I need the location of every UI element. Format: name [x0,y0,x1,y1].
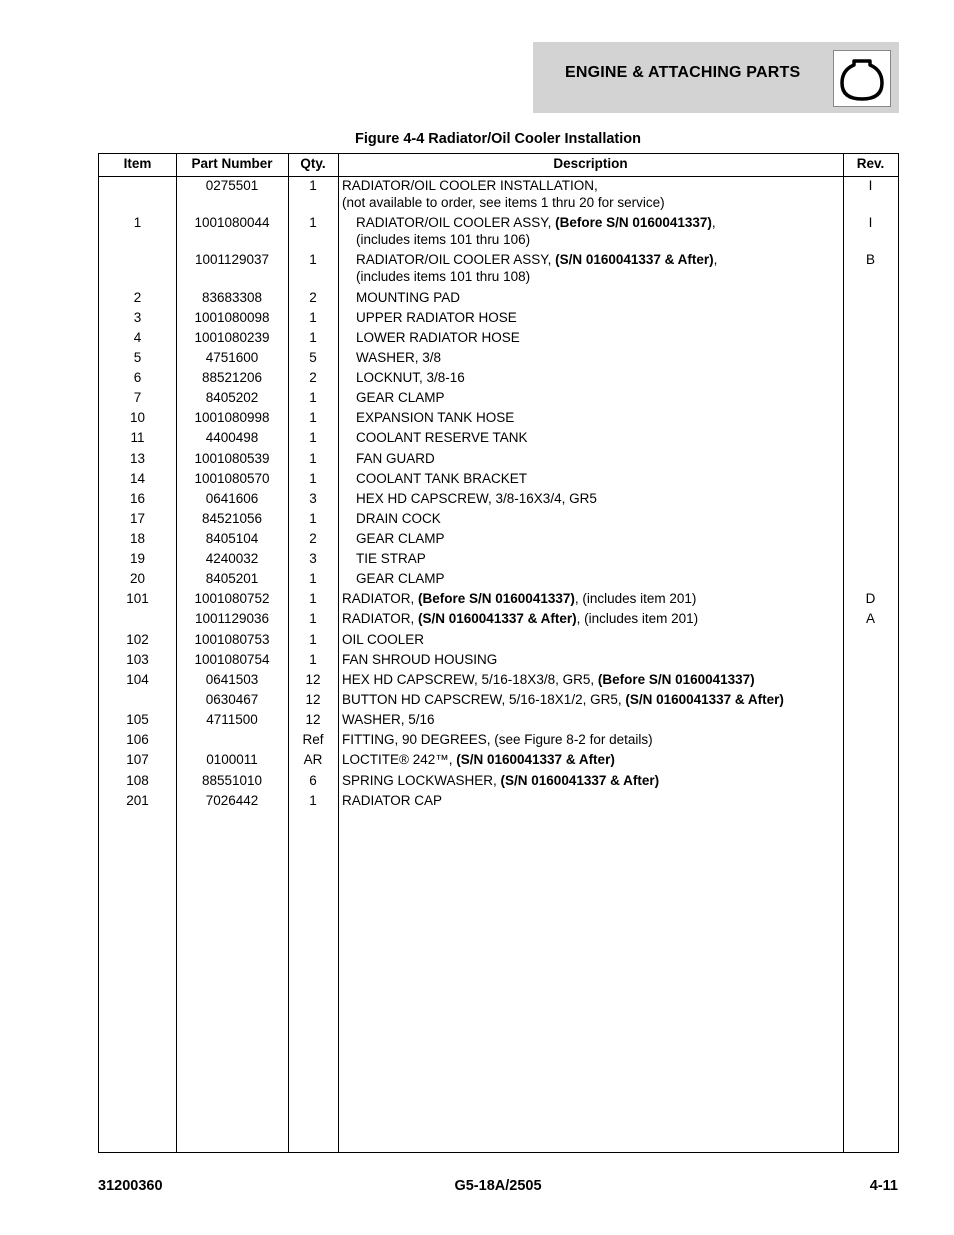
description [356,369,856,386]
description-text: LOWER RADIATOR HOSE [356,330,520,345]
description [356,329,856,346]
item-number: 20 [129,571,146,586]
description [342,731,842,748]
part-number: 83683308 [201,290,263,305]
quantity: 12 [305,672,321,687]
serial-range: (Before S/N 0160041337) [418,591,575,606]
part-number: 8405104 [205,531,259,546]
item-number: 107 [126,752,149,767]
description-note: (includes items 101 thru 106) [356,232,531,247]
description-text: GEAR CLAMP [356,390,445,405]
quantity: 1 [309,451,317,466]
description-text: EXPANSION TANK HOSE [356,410,515,425]
quantity: 6 [309,773,317,788]
revision: B [865,252,875,267]
part-number: 1001129037 [194,252,270,267]
item-number: 17 [129,511,146,526]
quantity: 1 [309,571,317,586]
description-text: COOLANT RESERVE TANK [356,430,528,445]
quantity: 3 [309,491,317,506]
description-text: RADIATOR, [342,591,419,606]
item-number: 5 [133,350,142,365]
description-text: RADIATOR CAP [342,793,443,808]
description-text: FITTING, 90 DEGREES, (see Figure 8-2 for details) [342,732,653,747]
description [356,429,856,446]
description-text: MOUNTING PAD [356,290,460,305]
part-number: 0630467 [205,692,259,707]
description-text: RADIATOR/OIL COOLER ASSY, [356,215,556,230]
part-number: 0100011 [206,752,258,767]
quantity: 1 [309,390,317,405]
description-text: WASHER, 3/8 [356,350,442,365]
description-text: RADIATOR, [342,611,419,626]
description [342,691,842,708]
figure-title: Figure 4-4 Radiator/Oil Cooler Installation [354,131,641,147]
item-number: 11 [130,430,145,445]
quantity: 12 [305,692,321,707]
part-number: 1001080098 [194,310,270,325]
part-number: 8405201 [205,571,259,586]
serial-range: (Before S/N 0160041337) [555,215,712,230]
description [356,309,856,326]
quantity: 1 [309,310,317,325]
section-title: ENGINE & ATTACHING PARTS [565,64,801,81]
description-text: SPRING LOCKWASHER, [342,773,501,788]
item-number: 101 [126,591,149,606]
description [342,631,842,648]
description-text: WASHER, 5/16 [342,712,435,727]
part-number: 4240032 [205,551,259,566]
part-number: 1001080539 [194,451,270,466]
description-text: HEX HD CAPSCREW, 5/16-18X3/8, GR5, [342,672,598,687]
description-tail: , [711,215,716,230]
serial-range: (S/N 0160041337 & After) [500,773,660,788]
serial-range: (S/N 0160041337 & After) [625,692,784,707]
serial-range: (S/N 0160041337 & After) [555,252,714,267]
description-note: (includes items 101 thru 108) [356,269,531,284]
serial-range: (S/N 0160041337 & After) [418,611,577,626]
description [356,490,856,507]
description [342,711,842,728]
part-number: 1001080754 [194,652,270,667]
description [342,651,842,668]
part-number: 8405202 [205,390,259,405]
part-number: 88551010 [201,773,263,788]
quantity: 1 [309,591,317,606]
description-text: LOCKNUT, 3/8-16 [356,370,465,385]
description [356,530,856,547]
description [342,610,842,627]
part-number: 1001080044 [194,215,270,230]
description [342,792,842,809]
description-text: BUTTON HD CAPSCREW, 5/16-18X1/2, GR5, [342,692,626,707]
description-text: UPPER RADIATOR HOSE [356,310,517,325]
part-number: 1001080998 [194,410,270,425]
quantity: 1 [309,178,317,193]
column-header-part-number: Part Number [191,156,273,171]
part-number: 0641503 [205,672,259,687]
part-number: 1001080753 [194,632,270,647]
description-text: FAN GUARD [356,451,435,466]
part-number: 1001080570 [194,471,270,486]
item-number: 4 [133,330,142,345]
description [342,751,842,768]
parts-table [98,153,899,1153]
quantity: AR [303,752,323,767]
column-header-qty: Qty. [300,156,326,171]
description-text: GEAR CLAMP [356,531,445,546]
description [356,409,856,426]
description [342,671,842,688]
item-number: 7 [133,390,142,405]
part-number: 1001080752 [194,591,270,606]
item-number: 103 [126,652,149,667]
item-number: 102 [126,632,149,647]
description [356,550,856,567]
description [356,510,856,527]
description-text: HEX HD CAPSCREW, 3/8-16X3/4, GR5 [356,491,597,506]
quantity: 2 [309,290,317,305]
description-text: DRAIN COCK [356,511,441,526]
item-number: 201 [126,793,149,808]
description [356,470,856,487]
description [342,177,842,211]
description [342,590,842,607]
engine-icon [833,50,891,107]
part-number: 4400498 [205,430,259,445]
part-number: 0641606 [205,491,259,506]
revision: A [865,611,875,626]
part-number: 1001080239 [194,330,270,345]
description [342,772,842,789]
description-tail: , (includes item 201) [576,611,699,626]
quantity: 1 [309,215,317,230]
serial-range: (S/N 0160041337 & After) [456,752,615,767]
description [356,450,856,467]
description [356,214,856,248]
footer-model: G5-18A/2505 [454,1178,542,1194]
part-number: 7026442 [205,793,259,808]
description-text: COOLANT TANK BRACKET [356,471,528,486]
revision: I [868,178,873,193]
quantity: 1 [309,330,317,345]
quantity: 1 [309,252,317,267]
part-number: 4711500 [206,712,258,727]
quantity: 1 [309,511,317,526]
column-header-rev: Rev. [856,156,885,171]
quantity: 1 [309,632,317,647]
item-number: 13 [129,451,146,466]
description [356,251,856,285]
quantity: 1 [309,652,317,667]
item-number: 16 [129,491,146,506]
item-number: 3 [133,310,142,325]
description-text: LOCTITE® 242™, [342,752,457,767]
column-header-description: Description [553,156,628,171]
description-tail: , [713,252,718,267]
description [356,289,856,306]
description-text: OIL COOLER [342,632,425,647]
item-number: 104 [126,672,149,687]
quantity: 2 [309,531,317,546]
section-header [533,42,899,113]
quantity: 1 [309,410,317,425]
part-number: 0275501 [205,178,259,193]
description-note: (not available to order, see items 1 thru 20 for service) [342,195,665,210]
item-number: 2 [133,290,142,305]
item-number: 106 [126,732,149,747]
quantity: 1 [309,430,317,445]
footer-doc-number: 31200360 [98,1178,163,1194]
quantity: 1 [309,611,317,626]
part-number: 1001129036 [194,611,270,626]
description-text: TIE STRAP [356,551,426,566]
quantity: 2 [309,370,317,385]
item-number: 6 [133,370,142,385]
quantity: 1 [309,471,317,486]
part-number: 88521206 [201,370,263,385]
revision: I [868,215,873,230]
item-number: 105 [126,712,149,727]
serial-range: (Before S/N 0160041337) [597,672,755,687]
column-header-item: Item [123,156,152,171]
item-number: 10 [129,410,146,425]
part-number: 84521056 [201,511,263,526]
quantity: 3 [309,551,317,566]
description [356,349,856,366]
quantity: Ref [302,732,324,747]
description-text: FAN SHROUD HOUSING [342,652,498,667]
item-number: 108 [126,773,149,788]
footer-page-number: 4-11 [869,1178,898,1194]
revision: D [865,591,876,606]
description [356,389,856,406]
item-number: 1 [133,215,142,230]
quantity: 5 [309,350,317,365]
quantity: 1 [309,793,317,808]
item-number: 19 [129,551,146,566]
quantity: 12 [305,712,321,727]
item-number: 14 [129,471,146,486]
description-tail: , (includes item 201) [574,591,697,606]
part-number: 4751600 [205,350,259,365]
description-text: RADIATOR/OIL COOLER INSTALLATION, [342,178,598,193]
description [356,570,856,587]
description-text: GEAR CLAMP [356,571,445,586]
description-text: RADIATOR/OIL COOLER ASSY, [356,252,556,267]
item-number: 18 [129,531,146,546]
